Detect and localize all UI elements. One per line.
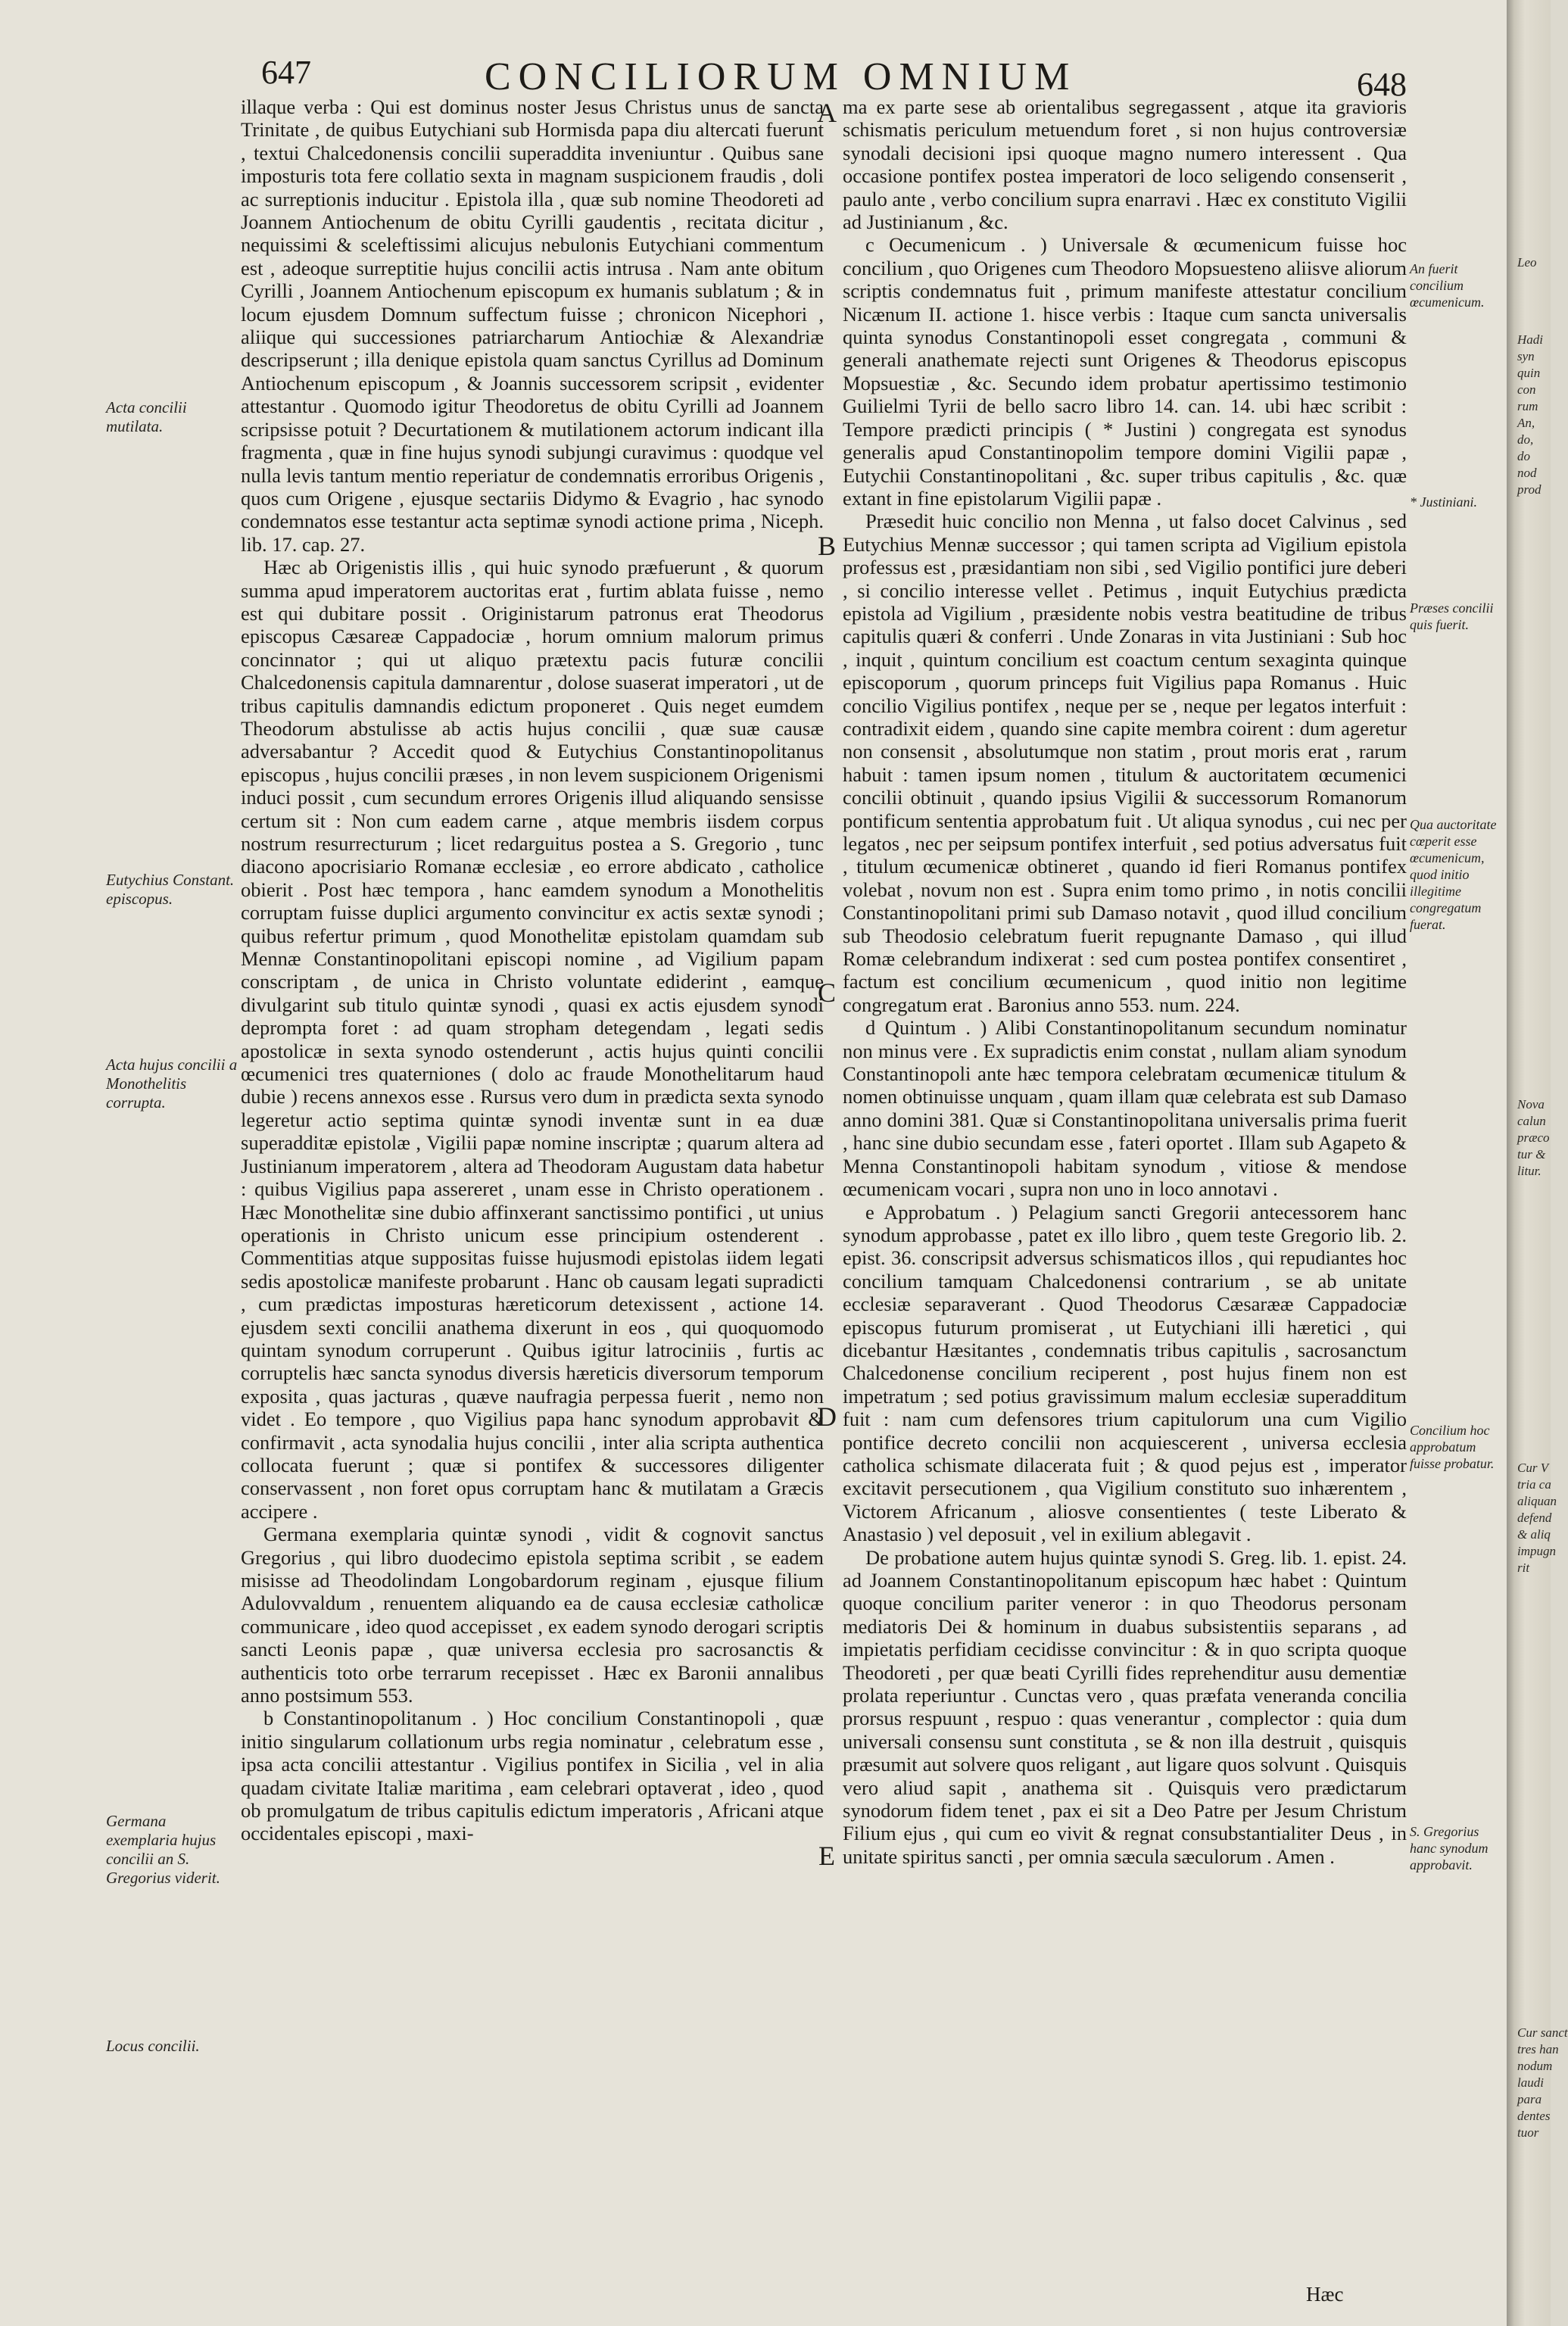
page-number-left: 647	[261, 54, 311, 91]
page-number-right: 648	[1357, 66, 1407, 103]
gutter-fragment: Leo	[1517, 255, 1537, 270]
left-text-column	[241, 95, 824, 1845]
paragraph: c Oecumenicum . ) Universale & œcumenicum fuisse hoc concilium , quo Origenes cum Theodoro Mopsuesteno aliisve aliorum scriptis condemnatus fuit , primum manifeste attestatur concilium Nicænum II. actione 1. hisce verbis : Itaque cum sancta universalis quinta synodus Constantinopoli esset congregata , communi & generali anathemate rejecti sunt Origenes & Theodorus episcopus Mopsuestiæ , &c. Secundo idem probatur apertissimo testimonio Guilielmi Tyrii de bello sacro libro 14. can. 14. ubi hæc scribit : Tempore prædicti principis ( * Justini ) congregata est synodus generalis apud Constantinopolim tempore domini Vigilii papæ , Eutychii Constantinopolitani , &c. super tribus capitulis , &c. quæ extant in fine epistolarum Vigilii papæ .	[843, 233, 1407, 510]
catchword: Hæc	[1306, 2283, 1344, 2306]
facing-page-edge	[1507, 0, 1568, 2326]
gutter-fragment: Nova calun præco tur & litur.	[1517, 1097, 1550, 1178]
margin-note-left: Acta hujus concilii a Monothelitis corrupta.	[106, 1055, 238, 1112]
gutter-fragment: Cur V tria ca aliquan defend & aliq impugn rit	[1517, 1461, 1557, 1575]
paragraph: illaque verba : Qui est dominus noster Jesus Christus unus de sancta Trinitate , de quibus Eutychiani sub Hormisda papa diu altercati fuerunt , textui Chalcedonensis concilii superaddita inveniuntur . Quibus sane imposturis tota fere collatio sexta in magnam suspicionem fraudis , doli ac surreptionis inducitur . Epistola illa , quæ sub nomine Theodoreti ad Joannem Antiochenum de obitu Cyrilli gaudentis , recitata dicitur , nequissimi & sceleftissimi alicujus nebulonis Eutychiani commentum est , adeoque surreptitie hujus concilii actis intrusa . Nam ante obitum Cyrilli , Joannem Antiochenum episcopum ex humanis sublatum ; & in locum ejusdem Domnum suffectum fuisse ; chronicon Nicephori , aliique qui successiones patriarcharum Antiochiæ & Alexandriæ descripserunt ; illa denique epistola quam sanctus Cyrillus ad Dominum Antiochenum episcopum , & Joannis successorem scripsit , evidenter attestantur . Quomodo igitur Theodoretus de obitu Cyrilli ad Joannem scripsisse potuit ? Decurtationem & mutilationem actorum indicant illa fragmenta , quæ in fine hujus synodi subjungi curavimus : quodque vel nulla levis tantum mentio reperiatur de condemnatis erroribus Origenis , quos cum Origene , ejusque sectariis Didymo & Evagrio , hac synodo condemnatos esse testantur acta septimæ synodi actione prima , Niceph. lib. 17. cap. 27.	[241, 95, 824, 556]
margin-note-left: Locus concilii.	[106, 2037, 200, 2055]
gutter-fragment: Cur sanct tres han nodum laudi para dentes tuor	[1517, 2025, 1568, 2140]
margin-note-right: * Justiniani.	[1410, 494, 1477, 510]
paragraph: De probatione autem hujus quintæ synodi S. Greg. lib. 1. epist. 24. ad Joannem Constantinopolitanum episcopum hæc habet : Quintum quoque concilium pariter veneror : in quo Theodorus personam mediatoris Dei & hominum in duabus subsistentiis separans , ad impietatis perfidiam cecidisse convincitur : & in quo scripta quoque Theodoreti , per quæ beati Cyrilli fides reprehenditur ausu dementiæ prolata reperiuntur . Cunctas vero , quas præfata veneranda concilia prorsus respuunt , respuo : quas venerantur , complector : quia dum universali consensu sunt constituta , se & non illa destruit , quisquis præsumit aut solvere quos religant , aut ligare quos solvunt . Quisquis vero aliud sapit , anathema sit . Quisquis vero prædictarum synodorum fidem tenet , pax ei sit a Deo Patre per Jesum Christum Filium ejus , qui cum eo vivit & regnat consubstantialiter Deus , in unitate spiritus sancti , per omnia sæcula sæculorum . Amen .	[843, 1545, 1407, 1868]
margin-note-right: An fuerit concilium œcumenicum.	[1410, 261, 1485, 310]
paragraph: Hæc ab Origenistis illis , qui huic synodo præfuerunt , & quorum summa apud imperatorem auctoritas erat , furtim ablata fuisse , nemo est qui dubitare possit . Originistarum patronus erat Theodorus episcopus Cæsareæ Cappadociæ , horum omnium malorum primus concinnator ; qui ut aliquo prætextu pacis futuræ concilii Chalcedonensis capitula damnarentur , dolose suaserat imperatori , ut de tribus capitulis damnandis edictum proponeret . Quis neget eumdem Theodorum abstulisse ab actis hujus concilii , quæ suæ causæ adversabantur ? Accedit quod & Eutychius Constantinopolitanus episcopus , hujus concilii præses , in non levem suspicionem Origenismi induci possit , cum secundum errores Origenis illud aliquando sensisse certum sit : Non cum eadem carne , atque membris iisdem corpus nostrum resurrecturum ; licet redarguitus postea a S. Gregorio , tunc diacono apocrisiario Romanæ ecclesiæ , eo errore abdicato , catholice obierit . Post hæc tempora , hanc eamdem synodum a Monothelitis corruptam fuisse duplici argumento convincitur ex actis sextæ synodi ; quibus refertur primum , quod Monothelitæ epistolam quamdam sub Mennæ Constantinopolitani episcopi nomine , ad Vigilium papam conscriptam , de unica in Christo voluntate ediderint , eamque divulgarint sub titulo quintæ synodi , quasi ex actis ejusdem synodi deprompta foret : ad quam stropham detegendam , legati sedis apostolicæ in sexta synodo ostenderunt , actis hujus quinti concilii œcumenici tres quaterniones ( dolo ac fraude Monothelitarum haud dubie ) recens annexos esse . Rursus vero dum in prædicta sexta synodo legeretur actio septima quintæ synodi inventæ sunt in ea duæ superadditæ epistolæ , Vigilii papæ nomine inscriptæ ; quarum altera ad Justinianum imperatorem , altera ad Theodoram Augustam data habetur : quibus Vigilius papa assereret , unam esse in Christo operationem . Hæc Monothelitæ sine dubio affinxerant sanctissimo pontifici , ut unius operationis in Christo unicum esse principium ostenderent . Commentitias atque suppositas fuisse hujusmodi epistolas iidem legati sedis apostolicæ manifeste probarunt . Hanc ob causam legati supradicti , cum prædictas imposturas hæreticorum detexissent , actione 14. ejusdem sexti concilii anathema dixerunt in eos , qui quoquomodo quintam synodum corruperunt . Quibus igitur latrociniis , furtis ac corruptelis hæc sancta synodus diversis hæreticis diversorum temporum exposita , quas jacturas , quæve naufragia perpessa fuerit , nemo non videt . Eo tempore , quo Vigilius papa hanc synodum approbavit & confirmavit , acta synodalia hujus concilii , inter alia scripta authentica collocata fuerunt ; quæ si pontifex & successores diligenter conservassent , non foret opus corruptam hanc & mutilatam a Græcis accipere .	[241, 556, 824, 1523]
running-title: CONCILIORUM OMNIUM	[485, 55, 1077, 98]
margin-note-right: Concilium hoc approbatum fuisse probatur.	[1410, 1423, 1495, 1471]
section-letter: D	[817, 1402, 837, 1432]
paragraph: Præsedit huic concilio non Menna , ut falso docet Calvinus , sed Eutychius Mennæ successor ; qui tamen scripta ad Vigilium epistola professus est , præsidantiam non sibi , sed Vigilio pontifici jure deberi , si concilio interesse vellet . Petimus , inquit Eutychius prædicta epistola ad Vigilium , præsidente nobis vestra beatitudine de tribus capitulis quæri & conferri . Unde Zonaras in vita Justiniani : Sub hoc , inquit , quintum concilium est coactum centum sexaginta quinque episcoporum , quorum princeps fuit Vigilius papa Romanus . Huic concilio Vigilius pontifex , neque per se , neque per legatos interfuit : contradixit eidem , quando sine capite membra coirent : dum ageretur non consensit , absolutumque non statim , prout moris erat , rarum habuit : tamen ipsum nomen , titulum & auctoritatem œcumenici concilii obtinuit , quando ipsius Vigilii & successorum Romanorum pontificum sententia approbatum fuit . Ut aliqua synodus , cui nec per legatos , nec per seipsum pontifex interfuit , sed potius adversatus fuit , titulum œcumenicæ obtineret , quando id fieri Romanus pontifex volebat , novum non est . Supra enim tomo primo , in notis concilii Constantinopolitani primi sub Damaso notavit , quod illud concilium sub Theodosio celebratum fuerit repugnante Damaso , qui illud Romæ celebrandum indixerat : sed cum postea pontifex consentiret , factum est concilium œcumenicum , quod initio non legitime congregatum erat . Baronius anno 553. num. 224.	[843, 510, 1407, 1016]
margin-note-left: Germana exemplaria hujus concilii an S. Gregorius viderit.	[106, 1812, 220, 1887]
section-letter: A	[817, 98, 837, 128]
paragraph: ma ex parte sese ab orientalibus segregassent , atque ita gravioris schismatis periculum metuendum foret , si non hujus controversiæ synodali decisioni ipsi quoque magno numero interessent . Qua occasione pontifex postea imperatori de loco seligendo consenserit , paulo ante , verbo concilium supra enarravi . Hæc ex constituto Vigilii ad Justinianum , &c.	[843, 95, 1407, 234]
section-letter: C	[817, 977, 836, 1008]
paragraph: Germana exemplaria quintæ synodi , vidit & cognovit sanctus Gregorius , qui libro duodecimo epistola septima scribit , se eadem misisse ad Theodolindam Longobardorum reginam , ejusque filium Adulovvaldum , renuentem aliquando ea de causa ecclesiæ catholicæ communicare , ideo quod accepisset , ex eadem synodo derogari scriptis sancti Leonis papæ , quæ universa ecclesia pro sacrosanctis & authenticis toto orbe terrarum recepisset . Hæc ex Baronii annalibus anno postsimum 553.	[241, 1523, 824, 1707]
margin-note-right: Præses concilii quis fuerit.	[1410, 600, 1494, 632]
paragraph: b Constantinopolitanum . ) Hoc concilium Constantinopoli , quæ initio singularum collationum urbs regia nominatur , celebratum esse , ipsa acta concilii attestantur . Vigilius pontifex in Sicilia , vel in alia quadam civitate Italiæ maritima , eam celebrari optaverat , ideo , quod ob promulgatum de tribus capitulis edictum imperatoris , Africani atque occidentales episcopi , maxi-	[241, 1707, 824, 1845]
section-letter: E	[818, 1841, 835, 1871]
margin-note-left: Acta concilii mutilata.	[106, 398, 187, 435]
margin-note-right: S. Gregorius hanc synodum approbavit.	[1410, 1824, 1489, 1872]
margin-note-right: Qua auctoritate cœperit esse œcumenicum, quod initio illegitime congregatum fuerat.	[1410, 817, 1497, 932]
right-text-column	[843, 95, 1407, 1868]
gutter-fragment: Hadi syn quin con rum An, do, do nod prod	[1517, 332, 1543, 497]
margin-note-left: Eutychius Constant. episcopus.	[106, 871, 235, 908]
section-letter: B	[817, 531, 836, 561]
paragraph: e Approbatum . ) Pelagium sancti Gregorii antecessorem hanc synodum approbasse , patet ex illo libro , quem teste Gregorio lib. 2. epist. 36. conscripsit adversus schismaticos illos , qui repudiantes hoc concilium tamquam Chalcedonensi contrarium , se ab unitate ecclesiæ separaverant . Quod Theodorus Cæsarææ Cappadociæ episcopus futurum promiserat , ut Eutychiani illi hæretici , qui dicebantur Hæsitantes , condemnatis tribus capitulis , sacrosanctum Chalcedonense concilium reciperent , post hujus finem non est impetratum ; sed potius gravissimum malum ecclesiæ superadditum fuit : nam cum defensores trium capitulorum una cum Vigilio pontifice decreto concilii non acquiescerent , universa ecclesia catholica schismate dilacerata fuit ; & quod pejus est , imperator excitavit persecutionem , qua Vigilium constituto suo inhærentem , Victorem Africanum , aliosve consentientes ( teste Liberato & Anastasio ) vel deposuit , vel in exilium ablegavit .	[843, 1200, 1407, 1546]
paragraph: d Quintum . ) Alibi Constantinopolitanum secundum nominatur non minus vere . Ex supradictis enim constat , nullam aliam synodum Constantinopoli ante hæc tempora celebratam œcumenicæ titulum & nomen obtinuisse unquam , quam illam quæ celebrata est sub Damaso anno domini 381. Quæ si Constantinopolitana universalis prima fuerit , hanc sine dubio secundam esse , fateri oportet . Illam sub Agapeto & Menna Constantinopoli habitam synodum , vitiose & mendose œcumenicam vocari , supra non uno in loco annotavi .	[843, 1016, 1407, 1201]
